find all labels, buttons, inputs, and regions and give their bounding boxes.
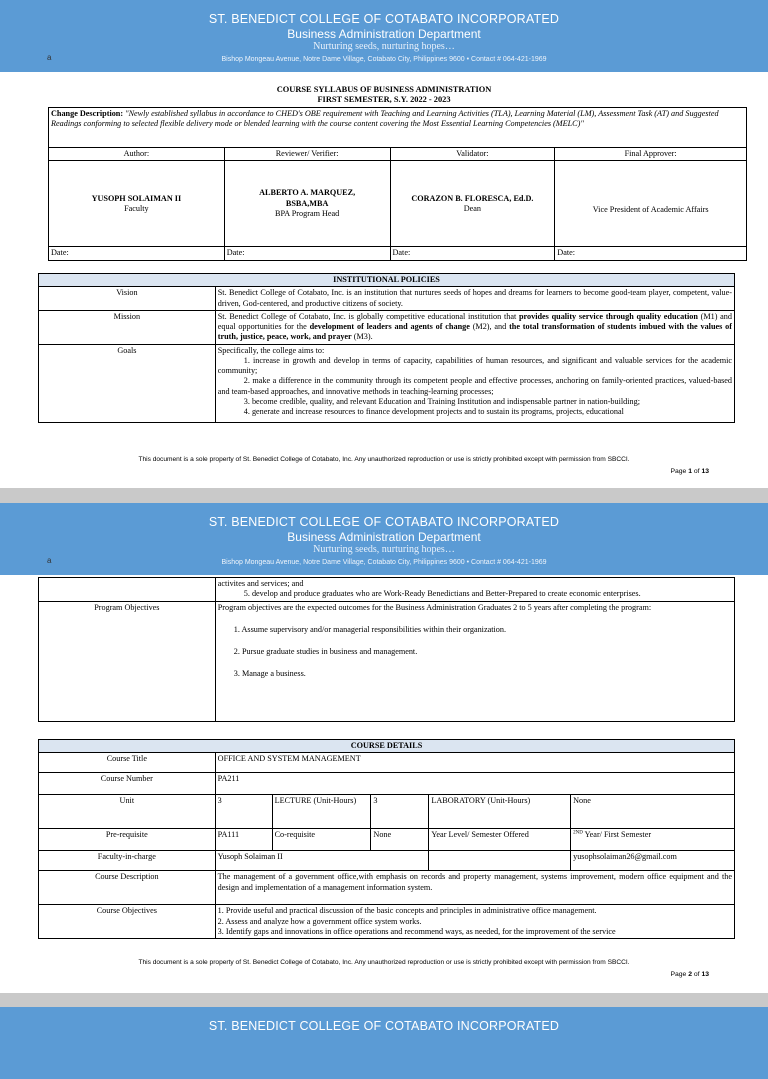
program-objective-3: 3. Manage a business. (233, 669, 306, 679)
page-number: Page 2 of 13 (670, 971, 709, 978)
footer-notice: This document is a sole property of St. Benedict College of Cotabato, Inc. Any unauthorized reproduction or use is strictly prohibited except with permission from SBCCI. (138, 959, 630, 966)
corequisite-label: Co-requisite (272, 829, 371, 851)
goal-2: 2. make a difference in the community through its competent people and effective processes, anchoring on family-oriented practices, valued-based and team-based approaches, and innovative methods in teaching-learning processes; (217, 376, 732, 396)
mission-label: Mission (39, 310, 216, 344)
course-objective-2: 2. Assess and analyze how a government office system works. (217, 916, 422, 926)
approval-table (48, 107, 747, 261)
goals-intro: Specifically, the college aims to: (217, 345, 325, 355)
prerequisite-value: PA111 (215, 829, 272, 851)
faculty-email[interactable]: yusophsolaiman26@gmail.com (571, 851, 735, 871)
program-objective-2: 2. Pursue graduate studies in business and management. (233, 647, 418, 656)
course-objective-3: 3. Identify gaps and innovations in office operations and recommend ways, as needed, for the improvement of the service (217, 926, 616, 936)
page-header (0, 0, 768, 72)
reviewer-name: ALBERTO A. MARQUEZ, (259, 188, 356, 198)
course-number-label: Course Number (39, 773, 216, 795)
lecture-value: 3 (371, 795, 429, 829)
author-cell (49, 161, 225, 247)
approver-role: Vice President of Academic Affairs (592, 204, 709, 214)
department-name: Business Administration Department (287, 27, 481, 41)
goals-label: Goals (39, 344, 216, 422)
goal-4-continued: activites and services; and (217, 579, 304, 588)
course-details-table (38, 739, 735, 939)
reviewer-cell (224, 161, 390, 247)
laboratory-label: LABORATORY (Unit-Hours) (429, 795, 571, 829)
goals-continued-label (39, 578, 216, 602)
header-mark: a (47, 53, 52, 62)
laboratory-value: None (571, 795, 735, 829)
syllabus-title-line2: FIRST SEMESTER, S.Y. 2022 - 2023 (317, 95, 451, 105)
footer-notice: This document is a sole property of St. Benedict College of Cotabato, Inc. Any unauthorized reproduction or use is strictly prohibited except with permission from SBCCI. (138, 456, 630, 463)
approver-cell (555, 161, 747, 247)
approver-header: Final Approver: (555, 148, 747, 161)
address-contact: Bishop Mongeau Avenue, Notre Dame Village, Cotabato City, Philippines 9600 • Contact # 064-421-1969 (221, 56, 547, 63)
goal-3: 3. become credible, quality, and relevant Education and Training Institution and indispensable partner in nation-building; (243, 396, 640, 406)
page-header (0, 503, 768, 575)
college-name: ST. BENEDICT COLLEGE OF COTABATO INCORPORATED (208, 1019, 560, 1033)
faculty-value: Yusoph Solaiman II (215, 851, 429, 871)
course-description-label: Course Description (39, 871, 216, 905)
page-header (0, 1007, 768, 1079)
institutional-policies-table (38, 273, 735, 423)
tagline: Nurturing seeds, nurturing hopes… (313, 544, 455, 555)
course-objective-1: 1. Provide useful and practical discussion of the basic concepts and principles in administrative office management. (217, 906, 597, 916)
validator-header: Validator: (390, 148, 555, 161)
mission-text: St. Benedict College of Cotabato, Inc. is globally competitive educational institution that provides quality service through quality education (M1) and equal opportunities for the development of leaders and agents of change (M2), and the total transformation of students imbued with the values of truth, justice, peace, work, and prayer (M3). (215, 310, 734, 344)
policies-continued-table (38, 577, 735, 722)
year-level-label: Year Level/ Semester Offered (429, 829, 571, 851)
change-description-cell (49, 108, 747, 148)
goal-5: 5. develop and produce graduates who are Work-Ready Benedictians and Better-Prepared to create economic enterprises. (243, 589, 641, 599)
course-description-value: The management of a government office,with emphasis on records and property management, systems improvement, modern office equipment and the design and implementation of a management information system. (215, 871, 734, 905)
author-date: Date: (49, 247, 225, 260)
address-contact: Bishop Mongeau Avenue, Notre Dame Village, Cotabato City, Philippines 9600 • Contact # 064-421-1969 (221, 559, 547, 566)
institutional-policies-heading: INSTITUTIONAL POLICIES (39, 274, 735, 287)
goal-4: 4. generate and increase resources to finance development projects and to sustain its programs, projects, educational (243, 407, 624, 416)
course-objectives-cell (215, 905, 734, 939)
program-objectives-cell (215, 601, 734, 721)
change-description-text: "Newly established syllabus in accordance to CHED's OBE requirement with Teaching and Learning Activities (TLA), Learning Material (LM), Assessment Task (AT) and Suggested Readings conforming to selected flexible delivery mode or blended learning with the course content covering the Most Essential Learning Competencies (MELC)" (51, 109, 719, 129)
course-details-heading: COURSE DETAILS (39, 740, 735, 753)
course-title-value: OFFICE AND SYSTEM MANAGEMENT (215, 753, 734, 773)
vision-label: Vision (39, 287, 216, 311)
program-objective-1: 1. Assume supervisory and/or managerial responsibilities within their organization. (233, 624, 507, 634)
vision-text: St. Benedict College of Cotabato, Inc. is an institution that nurtures seeds of hopes and dreams for learners to become good-team player, competent, value-driven, God-centered, and productive citizens of society. (215, 287, 734, 311)
lecture-label: LECTURE (Unit-Hours) (272, 795, 371, 829)
faculty-blank (429, 851, 571, 871)
unit-value: 3 (215, 795, 272, 829)
department-name: Business Administration Department (287, 530, 481, 544)
approver-date: Date: (555, 247, 747, 260)
author-role: Faculty (124, 203, 149, 213)
year-level-value: $^{2ND}$ Year/ First Semester (571, 829, 735, 851)
page-number: Page 1 of 13 (670, 468, 709, 475)
validator-role: Dean (463, 203, 482, 213)
reviewer-degree: BSBA,MBA (285, 198, 329, 208)
college-name: ST. BENEDICT COLLEGE OF COTABATO INCORPORATED (208, 515, 560, 529)
reviewer-role: BPA Program Head (274, 208, 340, 218)
course-title-label: Course Title (39, 753, 216, 773)
page-2 (0, 503, 768, 993)
program-objectives-label: Program Objectives (39, 601, 216, 721)
reviewer-header: Reviewer/ Verifier: (224, 148, 390, 161)
goals-continued-cell (215, 578, 734, 602)
header-mark: a (47, 556, 52, 565)
goals-cell (215, 344, 734, 422)
program-objectives-intro: Program objectives are the expected outcomes for the Business Administration Graduates 2 to 5 years after completing the program: (217, 602, 652, 612)
unit-label: Unit (39, 795, 216, 829)
corequisite-value: None (371, 829, 429, 851)
syllabus-title-line1: COURSE SYLLABUS OF BUSINESS ADMINISTRATION (276, 85, 492, 94)
validator-date: Date: (390, 247, 555, 260)
author-name: YUSOPH SOLAIMAN II (91, 193, 182, 203)
course-number-value: PA211 (215, 773, 734, 795)
course-objectives-label: Course Objectives (39, 905, 216, 939)
validator-name: CORAZON B. FLORESCA, Ed.D. (411, 193, 534, 203)
author-header: Author: (49, 148, 225, 161)
page-3 (0, 1007, 768, 1047)
goal-1: 1. increase in growth and develop in terms of capacity, capabilities of human resources, and significant and valuable services for the academic community; (217, 355, 732, 375)
tagline: Nurturing seeds, nurturing hopes… (313, 41, 455, 52)
page-1 (0, 0, 768, 488)
validator-cell (390, 161, 555, 247)
faculty-label: Faculty-in-charge (39, 851, 216, 871)
change-description-label: Change Description: (51, 109, 124, 118)
reviewer-date: Date: (224, 247, 390, 260)
college-name: ST. BENEDICT COLLEGE OF COTABATO INCORPORATED (208, 12, 560, 26)
syllabus-title (0, 85, 768, 105)
prerequisite-label: Pre-requisite (39, 829, 216, 851)
